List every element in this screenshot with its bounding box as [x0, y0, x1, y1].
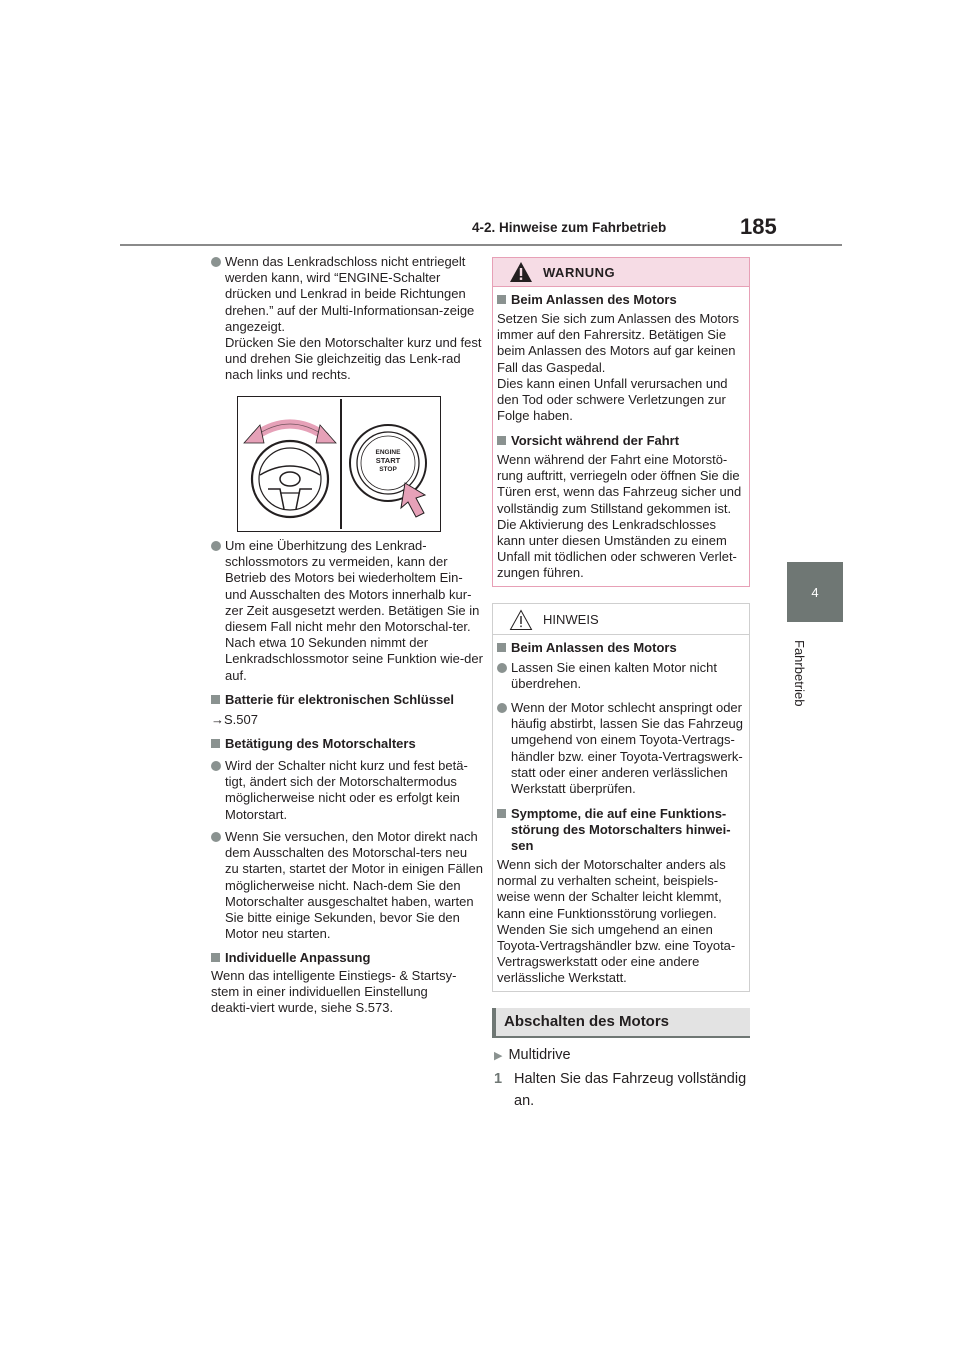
section-title-bar — [492, 1008, 750, 1038]
section-accent — [492, 1008, 496, 1036]
subheading-custom: Individuelle Anpassung — [211, 950, 483, 966]
chapter-tab[interactable] — [787, 562, 843, 622]
square-bullet-icon — [211, 739, 220, 748]
warning-paragraph-1: Setzen Sie sich zum Anlassen des Motors immer auf den Fahrersitz. Betätigen Sie beim Anlassen des Motors auf gar keinen Fall das Gaspedal. Dies kann einen Unfall verursachen und den Tod oder schwere Verletzungen zur Folge haben. — [497, 311, 740, 424]
header-rule — [120, 244, 842, 246]
chapter-number: 4 — [811, 584, 819, 600]
list-item: Wenn der Motor schlecht anspringt oder häufig abstirbt, lassen Sie das Fahrzeug umgehend von einem Toyota-Vertrags-händler bzw. einer Toyota-Vertragswerk-statt oder einer anderen verlässlichen Werkstatt überprüfen. — [497, 700, 743, 797]
warning-title: WARNUNG — [543, 265, 616, 280]
bullet-icon — [211, 832, 221, 842]
illustration-svg — [238, 397, 440, 531]
bullet-icon — [211, 257, 221, 267]
subheading-operation: Betätigung des Motorschalters — [211, 736, 483, 752]
subheading-battery: Batterie für elektronischen Schlüssel — [211, 692, 483, 708]
bullet-icon — [211, 541, 221, 551]
list-item: Wird der Schalter nicht kurz und fest betä-tigt, ändert sich der Motorschaltermodus möglicherweise nicht oder es erfolgt kein Motorstart. — [211, 758, 483, 823]
page-number: 185 — [740, 214, 777, 239]
bullet-icon — [211, 761, 221, 771]
steering-lock-illustration — [237, 396, 441, 532]
chapter-title: Fahrbetrieb — [792, 640, 807, 707]
warning-paragraph-2: Wenn während der Fahrt eine Motorstö-rung auftritt, verriegeln oder öffnen Sie die Türen erst, wenn das Fahrzeug sicher und vollständig zum Stillstand gekommen ist. Die Aktivierung des Lenkradschlosses kann unter diesen Umständen zu einem Unfall mit tödlichen oder schweren Verlet-zungen führen. — [497, 452, 742, 581]
step-number: 1 — [494, 1071, 503, 1087]
step-text: Halten Sie das Fahrzeug vollständig an. — [514, 1071, 747, 1109]
warning-triangle-icon — [509, 261, 533, 283]
note-subheading-start: Beim Anlassen des Motors — [497, 640, 755, 656]
warning-subheading-start: Beim Anlassen des Motors — [497, 292, 755, 308]
caution-triangle-icon — [509, 609, 533, 631]
square-bullet-icon — [497, 295, 506, 304]
warning-header — [493, 258, 749, 287]
bullet-icon — [497, 703, 507, 713]
triangle-bullet-icon: ▶ — [494, 1050, 503, 1062]
steering-wheel-icon — [252, 441, 328, 517]
note-header — [493, 604, 749, 635]
list-item: Wenn Sie versuchen, den Motor direkt nach dem Ausschalten des Motorschal-ters neu zu starten, startet der Motor in einigen Fällen möglicherweise nicht. Nach-dem Sie den Motorschalter ausgeschaltet haben, warten Sie bitte einige Sekunden, bevor Sie den Motor neu starten. — [211, 829, 483, 942]
square-bullet-icon — [497, 809, 506, 818]
button-label-line-1: ENGINE — [375, 449, 401, 456]
warning-box — [492, 257, 750, 587]
square-bullet-icon — [497, 436, 506, 445]
square-bullet-icon — [497, 643, 506, 652]
warning-subheading-driving: Vorsicht während der Fahrt — [497, 433, 755, 449]
paragraph-custom: Wenn das intelligente Einstiegs- & Startsy-stem in einer individuellen Einstellung deakti-viert wurde, siehe S.573. — [211, 968, 457, 1016]
page-reference[interactable]: →S.507 — [211, 712, 258, 727]
button-label-line-3: STOP — [379, 466, 397, 473]
press-arrow-icon — [401, 483, 425, 517]
note-subheading-symptoms: Symptome, die auf eine Funktions-störung des Motorschalters hinwei-sen — [497, 806, 741, 855]
bullet-icon — [497, 663, 507, 673]
note-box — [492, 603, 750, 992]
list-item: Um eine Überhitzung des Lenkrad-schlossmotors zu vermeiden, kann der Betrieb des Motors bei wiederholtem Ein- und Ausschalten des Motors innerhalb kur-zer Zeit ausgesetzt werden. Betätigen Sie in diesem Fall nicht mehr den Motorschal-ter. Nach etwa 10 Sekunden nimmt der Lenkradschlossmotor seine Funktion wie-der auf. — [211, 538, 483, 684]
square-bullet-icon — [211, 695, 220, 704]
section-title: Abschalten des Motors — [504, 1013, 670, 1030]
section-heading: 4-2. Hinweise zum Fahrbetrieb — [472, 220, 667, 235]
note-title: HINWEIS — [543, 612, 599, 627]
list-item: Lassen Sie einen kalten Motor nicht überdrehen. — [497, 660, 743, 692]
list-item: Wenn das Lenkradschloss nicht entriegelt werden kann, wird “ENGINE-Schalter drücken und Lenkrad in beide Richtungen drehen.” auf der Multi-Informationsan-zeige angezeigt. Drücken Sie den Motorschalter kurz und fest und drehen Sie gleichzeitig das Lenk-rad nach links und rechts. — [211, 254, 483, 384]
square-bullet-icon — [211, 953, 220, 962]
step-1 — [494, 1068, 750, 1112]
button-label-line-2: START — [375, 456, 401, 465]
note-paragraph-symptoms: Wenn sich der Motorschalter anders als normal zu verhalten scheint, beispiels-weise wenn der Schalter leicht klemmt, kann eine Funktionsstörung vorliegen. Wenden Sie sich umgehend an einen Toyota-Vertragshändler bzw. eine Toyota-Vertragswerkstatt oder eine andere verlässliche Werkstatt. — [497, 857, 736, 986]
transmission-item: ▶ Multidrive — [494, 1047, 571, 1063]
